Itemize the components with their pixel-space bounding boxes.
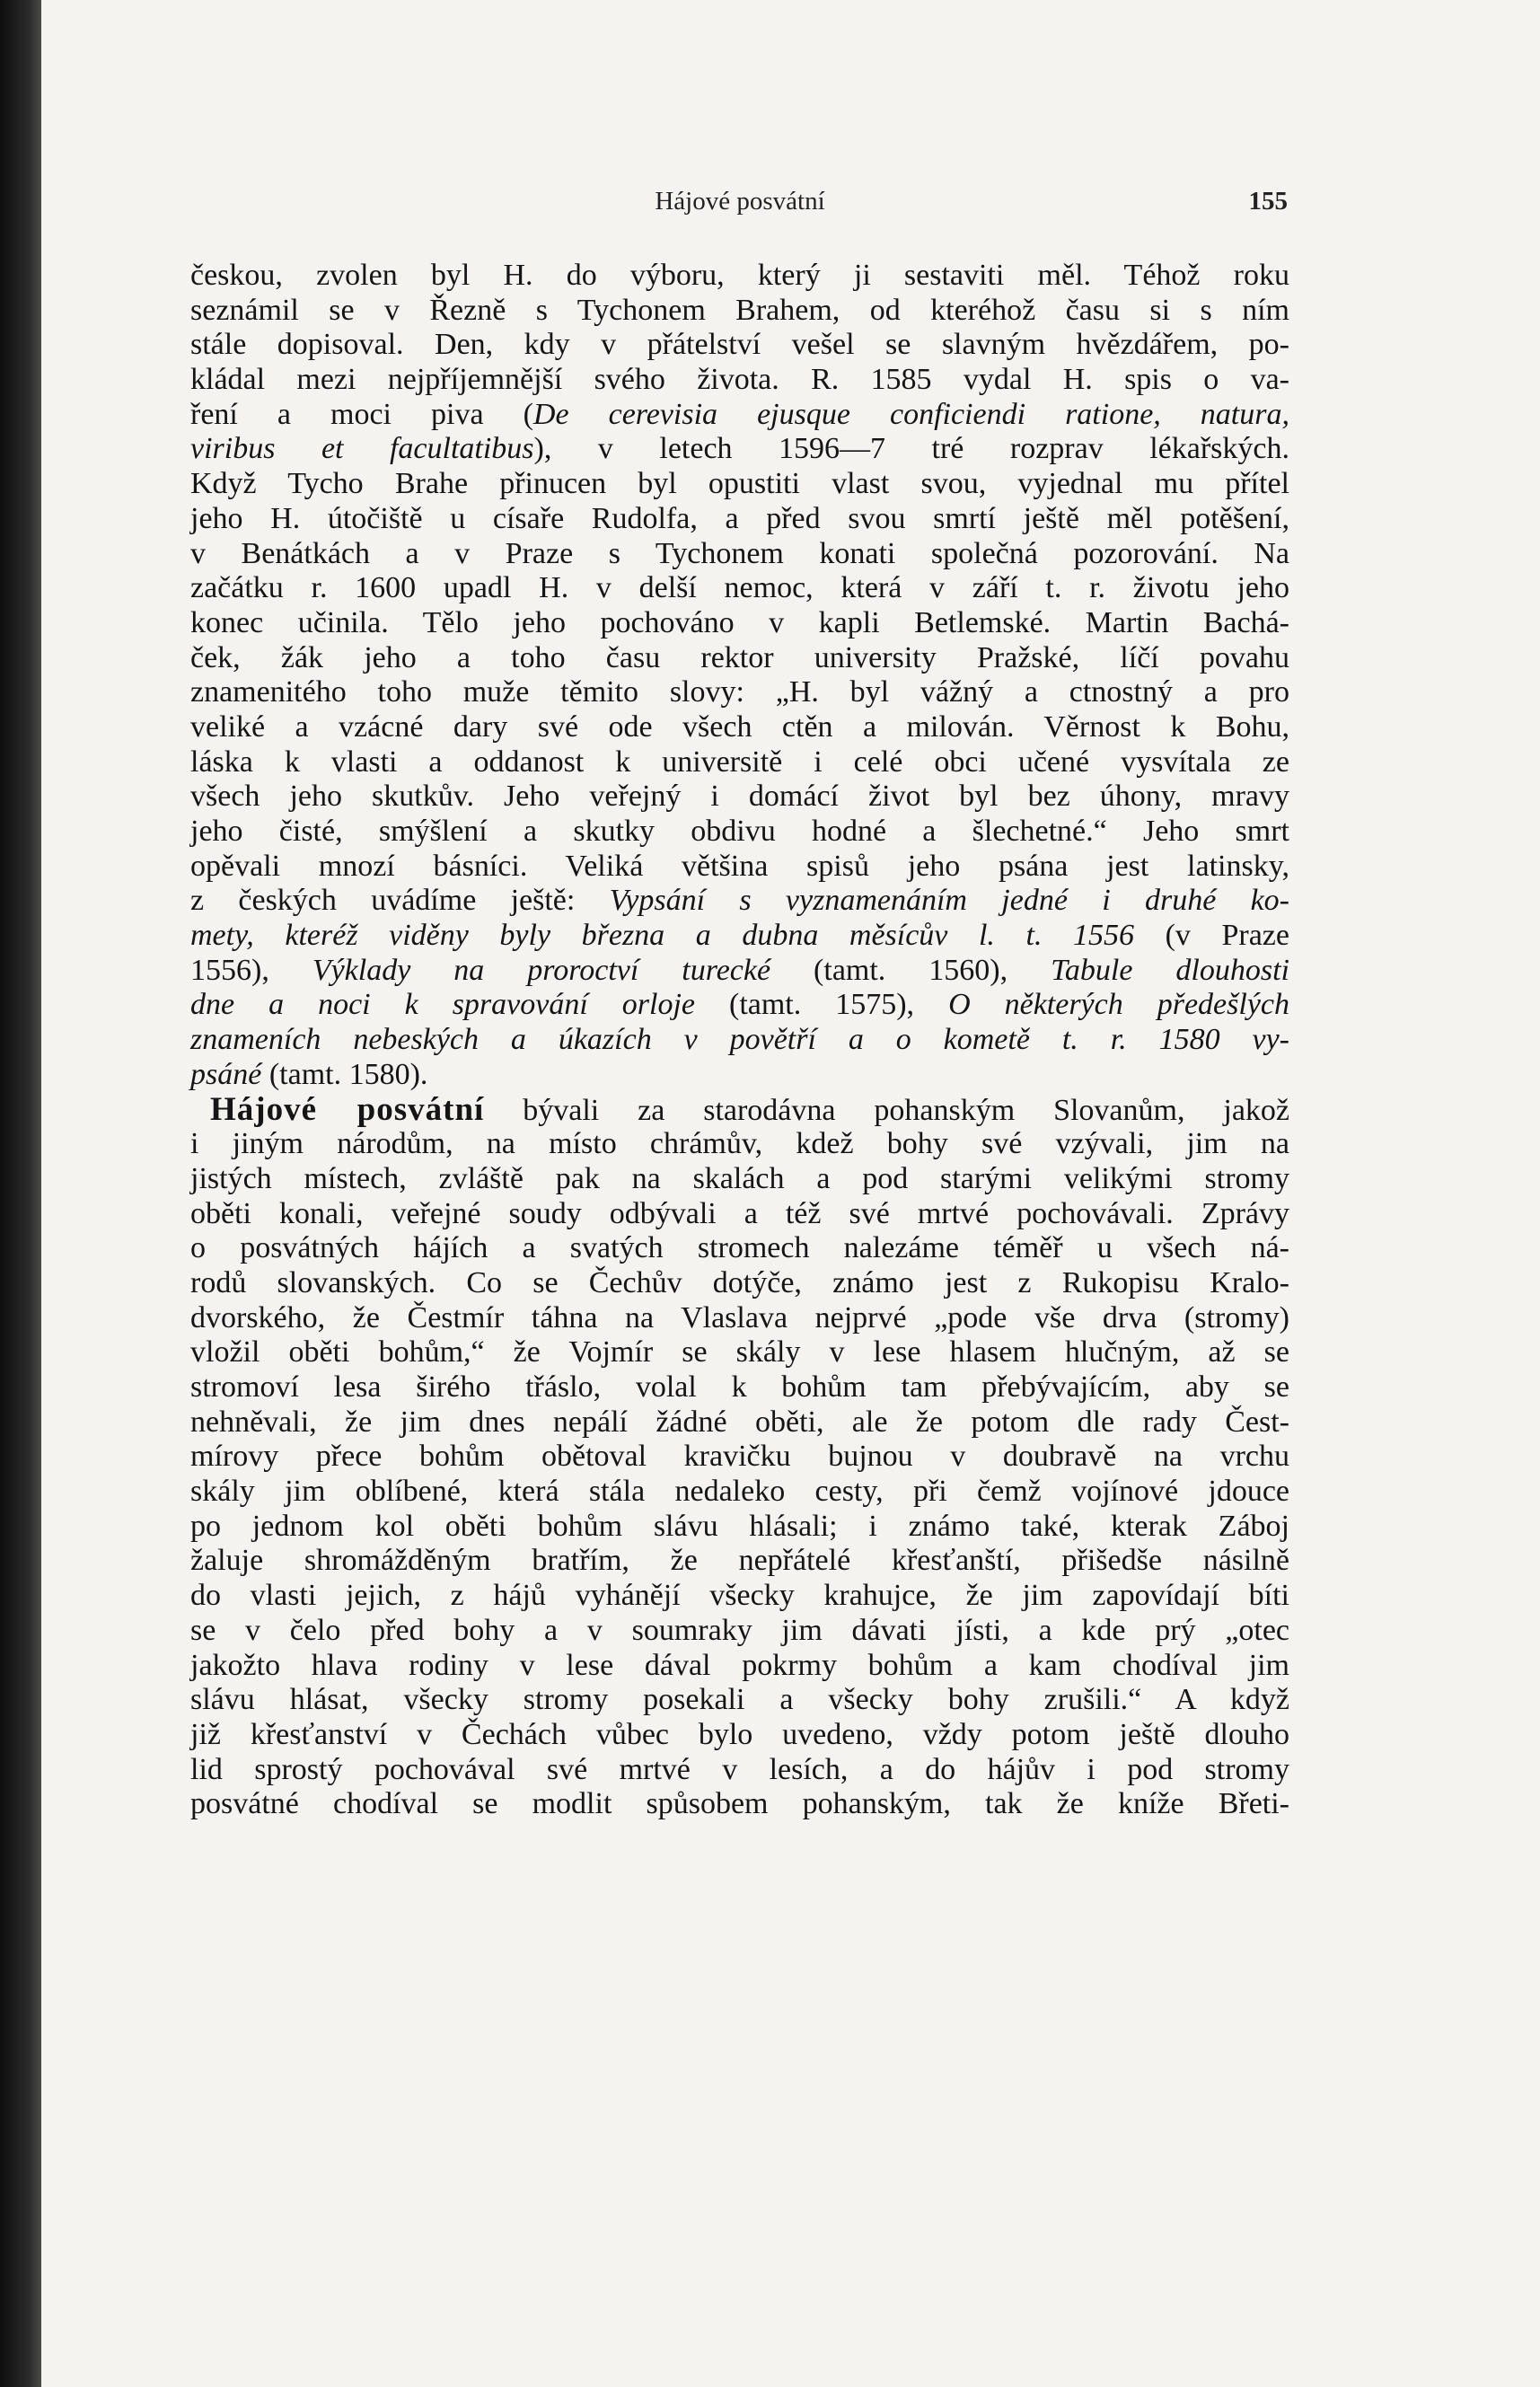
text-run: kládal mezi nejpříjemnější svého života. R. 1585 vydal H. spis o va-: [190, 363, 1289, 397]
text-run: z českých uvádíme ještě:: [190, 884, 610, 918]
italic-title: Tabule dlouhosti: [1051, 953, 1289, 987]
text-line: [190, 1614, 1289, 1649]
text-run: veliké a vzácné dary své ode všech ctěn a milován. Věrnost k Bohu,: [190, 709, 1289, 744]
text-run: stále dopisoval. Den, kdy v přátelství vešel se slavným hvězdářem, po-: [190, 328, 1289, 362]
text-run: jakožto hlava rodiny v lese dával pokrmy bohům a kam chodíval jim: [190, 1648, 1289, 1682]
text-line: [190, 850, 1289, 885]
text-line: [190, 1335, 1289, 1370]
text-run: lid sprostý pochovával své mrtvé v lesích, a do hájův i pod stromy: [190, 1752, 1289, 1786]
italic-title: Výklady na proroctví turecké: [312, 953, 771, 987]
text-line: [190, 502, 1289, 537]
italic-title: De cerevisia ejusque conficiendi ratione, natura,: [532, 397, 1289, 431]
text-run: láska k vlasti a oddanost k universitě i celé obci učené vysvítala ze: [190, 744, 1289, 779]
text-line: [190, 919, 1289, 954]
text-line: [190, 1370, 1289, 1405]
text-line: [190, 1510, 1289, 1545]
text-line: [190, 606, 1289, 641]
text-run: v Benátkách a v Praze s Tychonem konati společná pozorování. Na: [190, 536, 1289, 570]
text-run: rodů slovanských. Co se Čechův dotýče, známo jest z Rukopisu Kralo-: [190, 1265, 1289, 1299]
text-line: [190, 432, 1289, 467]
italic-title: dne a noci k spravování orloje: [190, 988, 695, 1022]
text-run: ček, žák jeho a toho času rektor university Pražské, líčí povahu: [190, 640, 1289, 674]
text-line: [190, 675, 1289, 710]
entry-headword: Hájové posvátní: [210, 1090, 485, 1128]
text-run: stromoví lesa širého třáslo, volal k bohům tam přebývajícím, aby se: [190, 1370, 1289, 1404]
text-run: oběti konali, veřejné soudy odbývali a též své mrtvé pochovávali. Zprávy: [190, 1196, 1289, 1230]
text-run: jeho čisté, smýšlení a skutky obdivu hodné a šlechetné.“ Jeho smrt: [190, 815, 1289, 848]
text-run: mírovy přece bohům obětoval kravičku bujnou v doubravě na vrchu: [190, 1440, 1289, 1474]
text-line: [190, 1266, 1289, 1301]
text-run: bývali za starodávna pohanským Slovanům, jakož: [484, 1093, 1289, 1127]
text-line: [190, 398, 1289, 433]
text-line: [190, 467, 1289, 502]
text-line: [190, 780, 1289, 815]
text-line: [190, 954, 1289, 989]
text-run: znamenitého toho muže těmito slovy: „H. byl vážný a ctnostný a pro: [190, 675, 1289, 709]
text-line: [190, 745, 1289, 780]
text-run: vložil oběti bohům,“ že Vojmír se skály v lese hlasem hlučným, až se: [190, 1335, 1289, 1370]
text-run: konec učinila. Tělo jeho pochováno v kapli Betlemské. Martin Bachá-: [190, 605, 1289, 639]
text-run: se v čelo před bohy a v soumraky jim dávati jísti, a kde prý „otec: [190, 1613, 1289, 1647]
italic-title: znameních nebeských a úkazích v povětří a o kometě t. r. 1580 vy-: [190, 1023, 1289, 1057]
text-line: [190, 537, 1289, 572]
text-line: [190, 1579, 1289, 1614]
text-run: skály jim oblíbené, která stála nedaleko cesty, při čemž vojínové jdouce: [190, 1475, 1289, 1509]
text-line: [190, 259, 1289, 294]
italic-title: psáné: [190, 1057, 262, 1091]
text-run: začátku r. 1600 upadl H. v delší nemoc, která v září t. r. životu jeho: [190, 571, 1289, 605]
text-line: [190, 1683, 1289, 1718]
text-line: [190, 1405, 1289, 1440]
text-run: nehněvali, že jim dnes nepálí žádné oběti, ale že potom dle rady Čest-: [190, 1405, 1289, 1439]
text-line: [190, 363, 1289, 398]
entry-headword-line: [190, 1090, 1289, 1128]
text-line: [190, 1023, 1289, 1058]
text-line: [190, 1649, 1289, 1684]
text-line: [190, 1753, 1289, 1788]
text-line: [190, 1301, 1289, 1336]
text-line: [190, 328, 1289, 363]
page-number: 155: [1248, 187, 1288, 216]
text-run: i jiným národům, na místo chrámův, kdež bohy své vzývali, jim na: [190, 1127, 1289, 1161]
italic-title: mety, kteréž viděny byly března a dubna měsícův l. t. 1556: [190, 919, 1135, 953]
text-run: jeho H. útočiště u císaře Rudolfa, a před svou smrtí ještě měl potěšení,: [190, 501, 1289, 535]
text-line: [190, 1127, 1289, 1162]
text-run: českou, zvolen byl H. do výboru, který ji sestaviti měl. Téhož roku: [190, 259, 1289, 292]
text-run: 1556),: [190, 953, 312, 987]
text-run: do vlasti jejich, z hájů vyhánějí všecky krahujce, že jim zapovídají bíti: [190, 1579, 1289, 1613]
text-line: [190, 1162, 1289, 1197]
text-run: slávu hlásat, všecky stromy posekali a všecky bohy zrušili.“ A když: [190, 1683, 1289, 1717]
text-line: [190, 1231, 1289, 1266]
text-run: posvátné chodíval se modlit spůsobem pohanským, tak že kníže Břeti-: [190, 1787, 1289, 1821]
text-run: jistých místech, zvláště pak na skalách a pod starými velikými stromy: [190, 1161, 1289, 1195]
text-line: [190, 815, 1289, 850]
text-line: [190, 1440, 1289, 1475]
book-spine-shadow: [0, 0, 41, 2387]
text-line: [190, 571, 1289, 606]
text-line: [190, 710, 1289, 745]
text-run: o posvátných hájích a svatých stromech nalezáme téměř u všech ná-: [190, 1231, 1289, 1265]
italic-title: O některých předešlých: [948, 988, 1290, 1022]
page-body-text: [190, 259, 1289, 1822]
italic-title: viribus et facultatibus: [190, 432, 534, 466]
text-run: ření a moci piva (: [190, 397, 533, 431]
text-line: [190, 1058, 1289, 1093]
running-header: [192, 180, 1288, 225]
text-run: seznámil se v Řezně s Tychonem Brahem, od kteréhož času si s ním: [190, 293, 1289, 327]
text-line: [190, 1475, 1289, 1510]
text-line: [190, 1787, 1289, 1822]
text-line: [190, 294, 1289, 329]
text-run: Když Tycho Brahe přinucen byl opustiti vlast svou, vyjednal mu přítel: [190, 467, 1289, 501]
text-run: (tamt. 1575),: [695, 988, 949, 1022]
text-line: [190, 1718, 1289, 1753]
text-line: [190, 641, 1289, 676]
text-run: (tamt. 1580).: [261, 1057, 428, 1091]
text-run: (v Praze: [1134, 919, 1289, 953]
text-run: již křesťanství v Čechách vůbec bylo uvedeno, vždy potom ještě dlouho: [190, 1717, 1289, 1751]
text-line: [190, 1544, 1289, 1579]
text-run: dvorského, že Čestmír táhna na Vlaslava nejprvé „pode vše drva (stromy): [190, 1300, 1289, 1334]
text-line: [190, 1197, 1289, 1232]
text-run: všech jeho skutkův. Jeho veřejný i domácí život byl bez úhony, mravy: [190, 780, 1289, 814]
text-run: (tamt. 1560),: [770, 953, 1052, 987]
running-title: Hájové posvátní: [655, 187, 825, 216]
text-run: žaluje shromážděným bratřím, že nepřátelé křesťanští, přišedše násilně: [190, 1544, 1289, 1578]
text-run: opěvali mnozí básníci. Veliká většina spisů jeho psána jest latinsky,: [190, 849, 1289, 883]
text-run: ), v letech 1596—7 tré rozprav lékařských.: [533, 432, 1289, 466]
italic-title: Vypsání s vyznamenáním jedné i druhé ko-: [609, 884, 1290, 918]
text-line: [190, 884, 1289, 919]
text-line: [190, 988, 1289, 1023]
text-run: po jednom kol oběti bohům slávu hlásali; i známo také, kterak Záboj: [190, 1509, 1289, 1543]
